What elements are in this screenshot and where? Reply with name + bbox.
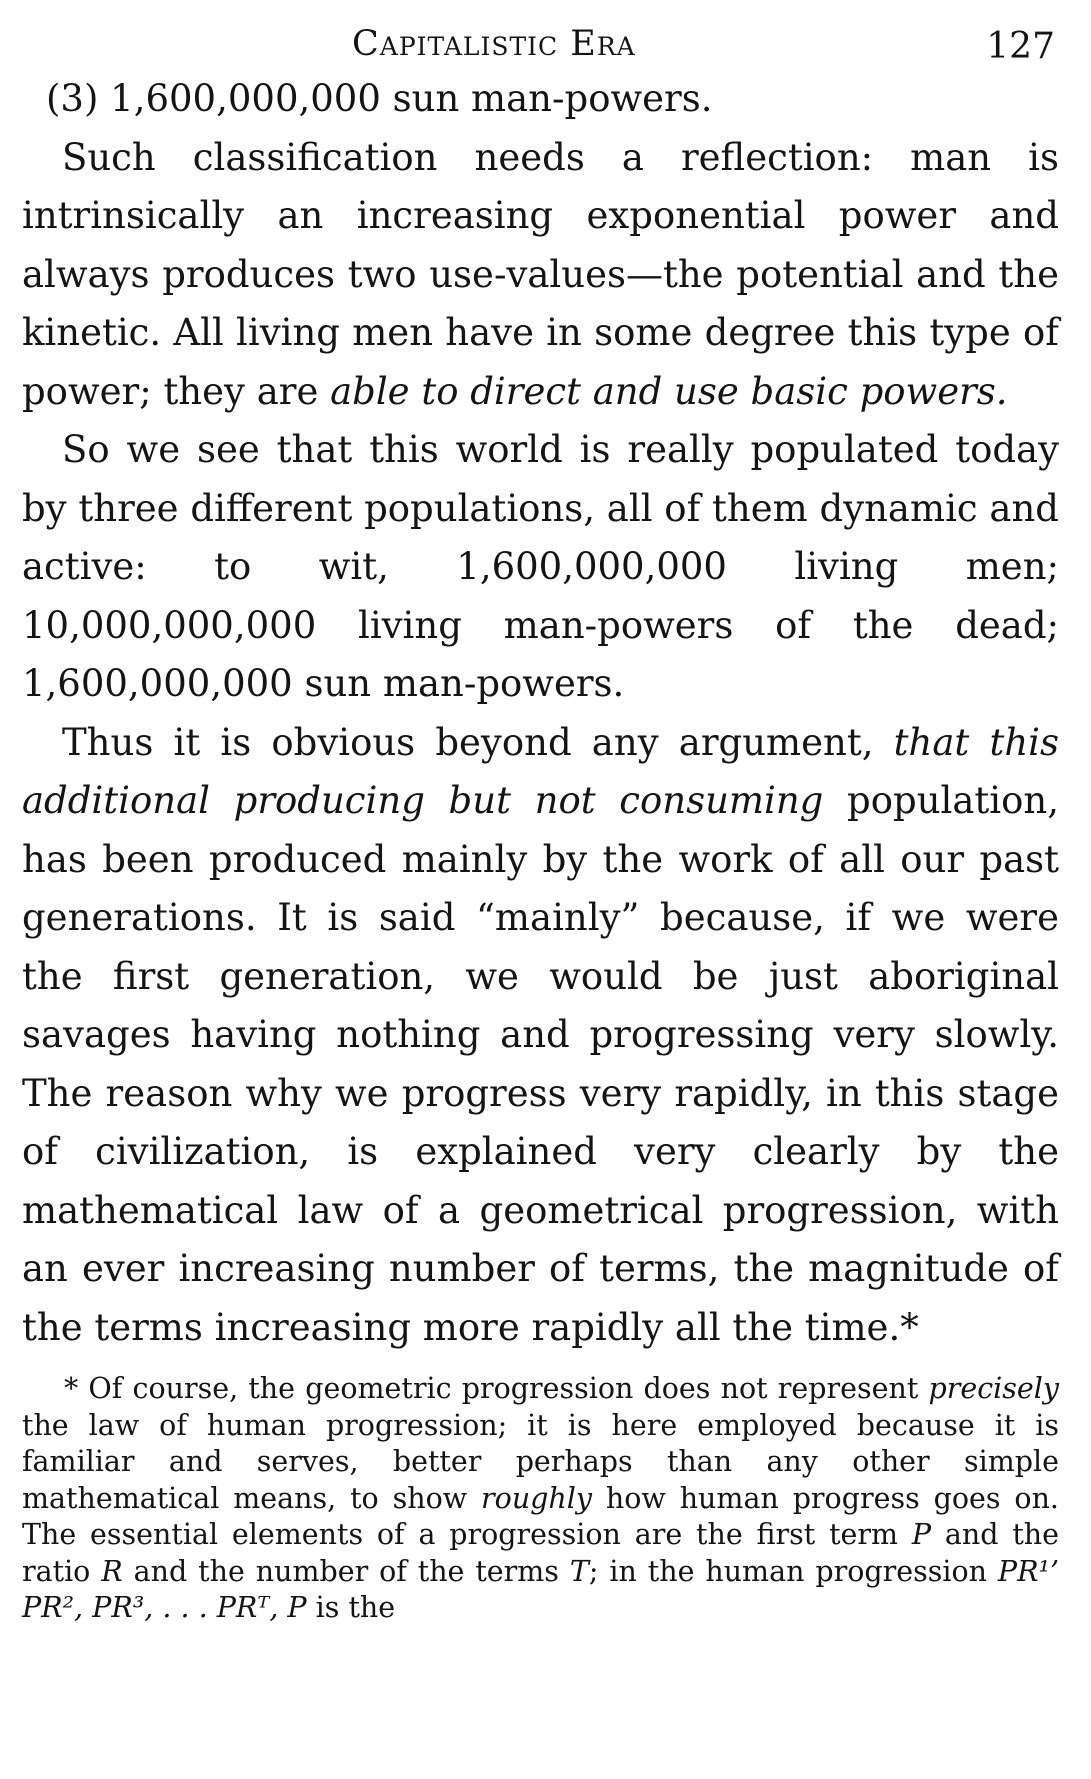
footnote-text-5: and the number of the terms bbox=[122, 1554, 570, 1588]
footnote-progression-sequence: PR¹’ PR², PR³, . . . PRᵀ, P bbox=[22, 1554, 1060, 1624]
paragraph-3-rest: population, has been produced mainly by the work of all our past generations. It is said “mainly” because, if we were the first generation, we would be just aboriginal savages having nothing and progressing very slowly. The reason why we progress very rapidly, in this stage of civilization, is explained very clearly by the mathematical law of a geometrical progression, with an ever increasing number of terms, the magnitude of the terms increasing more rapidly all the time.* bbox=[22, 779, 1059, 1349]
list-item-3: (3) 1,600,000,000 sun man-powers. bbox=[46, 77, 713, 120]
paragraph-3-start: Thus it is obvious beyond any argument, bbox=[62, 720, 894, 764]
footnote-text-3: how human progress goes on. The essential elements of a progression are the first term bbox=[22, 1481, 1059, 1551]
paragraph-1 bbox=[22, 129, 1059, 422]
footnote-text-4: and the ratio bbox=[22, 1518, 1060, 1588]
footnote-text-1: * Of course, the geometric progression does not represent bbox=[64, 1372, 929, 1405]
footnote-italic-roughly: roughly bbox=[481, 1481, 592, 1515]
footnote-symbol-p: P bbox=[911, 1518, 932, 1551]
page-number: 127 bbox=[986, 26, 1055, 67]
main-text bbox=[22, 70, 1059, 1357]
running-head: Capitalistic Era bbox=[352, 24, 636, 64]
footnote-text-6: ; in the human progression bbox=[588, 1554, 998, 1588]
paragraph-1-italic: able to direct and use basic powers. bbox=[330, 369, 1008, 413]
paragraph-1-text: Such classification needs a reflection: man is intrinsically an increasing exponential power and always produces two use-values—the potential and the kinetic. All living men have in some degree this type of power; they are bbox=[22, 135, 1059, 413]
footnote-text-2: the law of human progression; it is here employed because it is familiar and serves, better perhaps than any other simple mathematical means, to show bbox=[22, 1408, 1059, 1515]
footnote-italic-precisely: precisely bbox=[928, 1372, 1059, 1405]
footnote-text-7: is the bbox=[306, 1591, 396, 1624]
footnote bbox=[22, 1371, 1059, 1627]
paragraph-2: So we see that this world is really populated today by three different populations, all of them dynamic and active: to wit, 1,600,000,000 living men; 10,000,000,000 living man-powers of the dead; 1,600,000,000 sun man-powers. bbox=[22, 428, 1059, 705]
footnote-symbol-r: R bbox=[101, 1554, 123, 1588]
page-header bbox=[22, 14, 1059, 70]
paragraph-3 bbox=[22, 714, 1059, 1358]
paragraph-3-italic: that this additional producing but not consuming bbox=[22, 720, 1059, 822]
footnote-paragraph bbox=[22, 1371, 1059, 1627]
book-page bbox=[22, 14, 1059, 1764]
footnote-symbol-t: T bbox=[569, 1554, 589, 1588]
